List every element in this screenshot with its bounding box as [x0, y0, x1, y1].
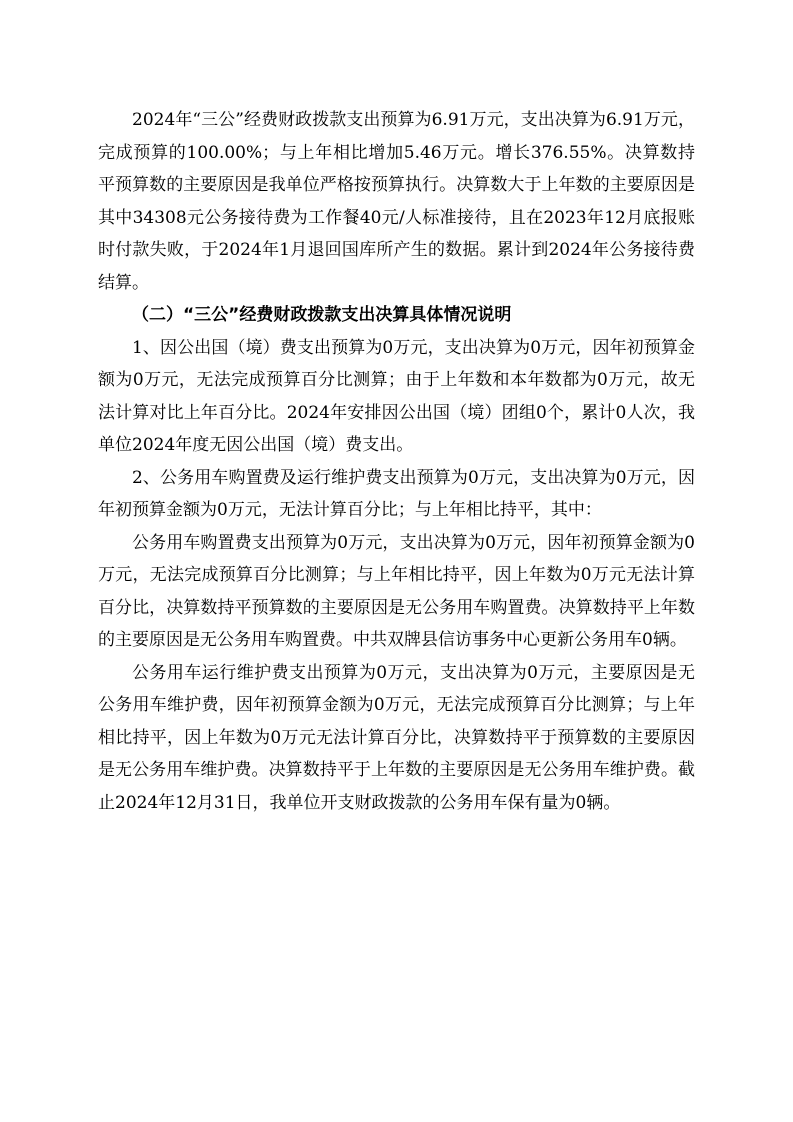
paragraph-vehicle-maintenance: 公务用车运行维护费支出预算为0万元，支出决算为0万元，主要原因是无公务用车维护费，因年初预算金额为0万元，无法完成预算百分比测算；与上年相比持平，因上年数为0万元无法计算百分比，决算数持平于预算数的主要原因是无公务用车维护费。决算数持平于上年数的主要原因是无公务用车维护费。截止2024年12月31日，我单位开支财政拨款的公务用车保有量为0辆。: [98, 662, 695, 813]
section-heading: （二）“三公”经费财政拨款支出决算具体情况说明: [132, 305, 512, 325]
document-page: [98, 104, 695, 819]
paragraph-vehicle-overview: 2、公务用车购置费及运行维护费支出预算为0万元，支出决算为0万元，因年初预算金额为0万元，无法计算百分比；与上年相比持平，其中：: [98, 467, 695, 520]
paragraph-vehicle-purchase: 公务用车购置费支出预算为0万元，支出决算为0万元，因年初预算金额为0万元，无法完成预算百分比测算；与上年相比持平，因上年数为0万元无法计算百分比，决算数持平预算数的主要原因是无公务用车购置费。决算数持平上年数的主要原因是无公务用车购置费。中共双牌县信访事务中心更新公务用车0辆。: [98, 532, 695, 650]
paragraph-summary: 2024年“三公”经费财政拨款支出预算为6.91万元，支出决算为6.91万元，完成预算的100.00%；与上年相比增加5.46万元。增长376.55%。决算数持平预算数的主要原因是我单位严格按预算执行。决算数大于上年数的主要原因是其中34308元公务接待费为工作餐40元/人标准接待，且在2023年12月底报账时付款失败，于2024年1月退回国库所产生的数据。累计到2024年公务接待费结算。: [98, 110, 695, 293]
paragraph-overseas-travel: 1、因公出国（境）费支出预算为0万元，支出决算为0万元，因年初预算金额为0万元，无法完成预算百分比测算；由于上年数和本年数都为0万元，故无法计算对比上年百分比。2024年安排因公出国（境）团组0个，累计0人次，我单位2024年度无因公出国（境）费支出。: [98, 337, 695, 455]
